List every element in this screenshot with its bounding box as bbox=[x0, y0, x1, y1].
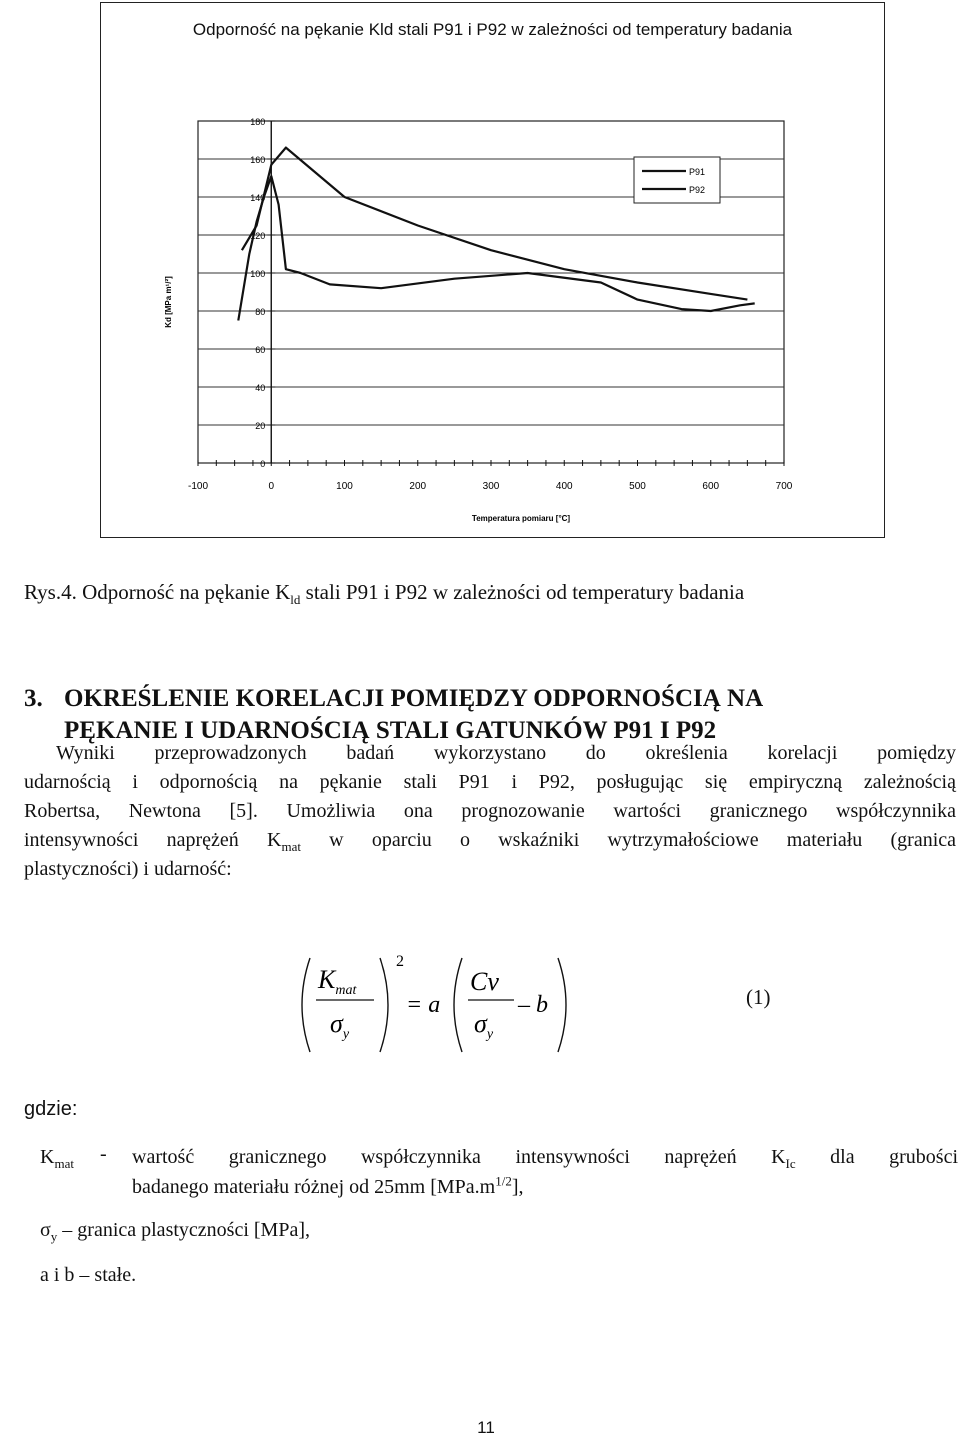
section-title-line2: PĘKANIE I UDARNOŚCIĄ STALI GATUNKÓW P91 I P92 bbox=[64, 717, 717, 744]
eq-sigma-2: $\sigma_y$ bbox=[474, 1009, 494, 1042]
y-tick-label: 20 bbox=[255, 421, 266, 431]
x-tick-label: 200 bbox=[409, 481, 427, 492]
y-tick-label: 160 bbox=[250, 155, 266, 165]
y-tick-label: 140 bbox=[250, 193, 266, 203]
definition-ab: a i b – stałe. bbox=[40, 1264, 137, 1286]
section-title-line1: OKREŚLENIE KORELACJI POMIĘDZY ODPORNOŚCIĄ NA bbox=[64, 685, 764, 712]
definition-kmat-dash: - bbox=[100, 1143, 107, 1165]
y-tick-label: 40 bbox=[255, 383, 266, 393]
y-tick-label: 180 bbox=[250, 117, 266, 127]
chart bbox=[101, 3, 883, 536]
figure-frame bbox=[100, 2, 885, 538]
section-number: 3. bbox=[24, 685, 43, 712]
x-tick-label: 700 bbox=[775, 481, 793, 492]
y-tick-label: 0 bbox=[260, 459, 266, 469]
chart-title-line1: Odporność na pękanie Kld stali P91 i P92 w zależności od temperatury badania bbox=[192, 20, 793, 39]
legend-box bbox=[634, 157, 720, 203]
paragraph-line-2: udarnością i odpornością na pękanie stali P91 i P92, posługując się empiryczną zależnością bbox=[24, 771, 956, 793]
equation bbox=[290, 950, 810, 1060]
x-tick-label: 100 bbox=[336, 481, 353, 492]
x-tick-label: 0 bbox=[268, 481, 275, 492]
paragraph-kmat-sub: mat bbox=[281, 839, 301, 854]
equation-number: (1) bbox=[746, 985, 771, 1009]
section-heading bbox=[24, 683, 944, 747]
paragraph-line-4a: intensywności naprężeń K bbox=[24, 829, 282, 851]
y-tick-label: 120 bbox=[250, 231, 266, 241]
eq-right-paren-close bbox=[558, 958, 566, 1052]
eq-cv: Cv bbox=[470, 967, 499, 996]
x-axis-label: Temperatura pomiaru [°C] bbox=[471, 514, 571, 523]
eq-sigma-sub-2: y bbox=[486, 1027, 494, 1042]
eq-k: $K_{mat}$ bbox=[318, 965, 357, 998]
definition-kmat-text-line2 bbox=[132, 1173, 524, 1201]
y-axis-label: Kd [MPa m¹/²] bbox=[164, 276, 173, 328]
y-tick-label: 100 bbox=[250, 269, 266, 279]
eq-k-sub: mat bbox=[335, 983, 357, 998]
sigma-term-sub: y bbox=[50, 1229, 58, 1244]
eq-left-paren-open bbox=[302, 958, 310, 1052]
figure-caption bbox=[24, 580, 745, 608]
eq-sigma-sub-1: y bbox=[342, 1027, 350, 1042]
kmat-line2-b: ], bbox=[511, 1176, 524, 1198]
kmat-line2-sup: 1/2 bbox=[495, 1173, 512, 1189]
page-number: 11 bbox=[477, 1418, 495, 1437]
caption-text-rest: stali P91 i P92 w zależności od temperatury badania bbox=[300, 580, 745, 604]
x-tick-label: 600 bbox=[702, 481, 720, 492]
y-tick-label: 80 bbox=[255, 307, 266, 317]
y-tick-label: 60 bbox=[255, 345, 266, 355]
caption-text: Rys.4. Odporność na pękanie K bbox=[24, 580, 291, 604]
kmat-text-sub: Ic bbox=[785, 1156, 796, 1171]
kmat-text-a: wartość granicznego współczynnika intensywności naprężeń K bbox=[132, 1146, 786, 1168]
definition-kmat-term bbox=[40, 1143, 74, 1171]
sigma-term: σ bbox=[40, 1219, 51, 1241]
eq-right-paren-open bbox=[454, 958, 462, 1052]
eq-exponent: 2 bbox=[396, 953, 404, 970]
paragraph-line-5: plastyczności) i udarność: bbox=[24, 858, 232, 880]
paragraph-line-1: Wyniki przeprowadzonych badań wykorzystano do określenia korelacji pomiędzy bbox=[56, 742, 956, 764]
x-tick-label: 500 bbox=[629, 481, 646, 492]
x-tick-label: 400 bbox=[555, 481, 573, 492]
eq-minus-b: – b bbox=[518, 992, 548, 1018]
sigma-text: – granica plastyczności [MPa], bbox=[57, 1219, 310, 1241]
legend-label-p92: P92 bbox=[689, 185, 706, 195]
eq-sigma-1: $\sigma_y$ bbox=[330, 1009, 350, 1042]
caption-sub: ld bbox=[290, 592, 301, 608]
eq-equals-a: = a bbox=[406, 992, 441, 1018]
x-tick-label: 300 bbox=[482, 481, 500, 492]
legend-label-p91: P91 bbox=[689, 167, 706, 177]
kmat-term-sub: mat bbox=[54, 1156, 74, 1171]
kmat-line2-a: badanego materiału różnej od 25mm [MPa.m bbox=[132, 1176, 496, 1198]
definition-kmat-text bbox=[132, 1143, 958, 1171]
eq-left-paren-close bbox=[380, 958, 388, 1052]
where-label: gdzie: bbox=[24, 1098, 78, 1120]
kmat-term-k: K bbox=[40, 1146, 55, 1168]
paragraph-line-4b: w oparciu o wskaźniki wytrzymałościowe materiału (granica bbox=[300, 829, 957, 851]
kmat-text-b: dla grubości bbox=[795, 1146, 959, 1168]
paragraph-line-4 bbox=[24, 826, 956, 854]
paragraph-line-3: Robertsa, Newtona [5]. Umożliwia ona prognozowanie wartości granicznego współczynnika bbox=[24, 800, 956, 822]
definition-sigma bbox=[40, 1216, 310, 1244]
x-tick-label: -100 bbox=[187, 481, 209, 492]
